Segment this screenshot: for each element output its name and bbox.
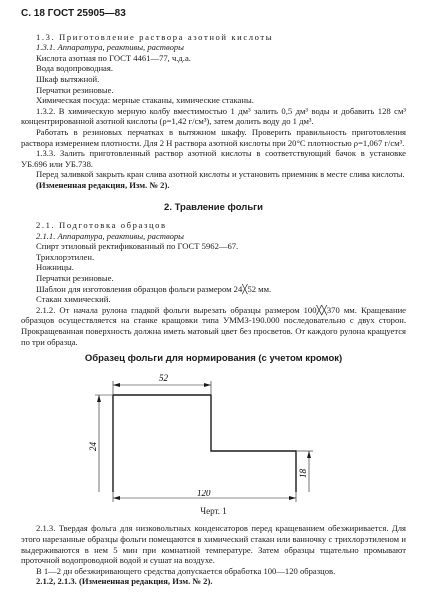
dim-label-18: 18: [298, 468, 308, 478]
amendment-note: (Измененная редакция, Изм. № 2).: [36, 179, 170, 190]
list-item: Спирт этиловый ректификованный по ГОСТ 5962—67.: [36, 241, 239, 252]
document-page: [21, 9, 406, 587]
page-header: С. 18 ГОСТ 25905—83: [21, 8, 126, 19]
figure-title: Образец фольги для нормирования (с учетом кромок): [84, 353, 343, 365]
dim-label-52: 52: [159, 372, 168, 383]
section-1-3-title: 1.3. Приготовление раствора азотной кислоты: [36, 31, 274, 42]
arrow-52-left: [113, 383, 120, 387]
list-item: Кислота азотная по ГОСТ 4461—77, ч.д.а.: [36, 52, 191, 63]
paragraph-work: Работать в резиновых перчатках в вытяжном шкафу. Проверить правильность приготовления раствора измерением плотности. Для 2 Н раствора азотной кислоты при 20°С плотностью ρ=1,067 г/см³.: [21, 126, 406, 148]
list-item: Трихлорэтилен.: [36, 251, 95, 262]
section-2-1-1-title: 2.1.1. Аппаратура, реактивы, растворы: [36, 230, 184, 241]
list-item: Перчатки резиновые.: [36, 84, 114, 95]
amendment-note-2: 2.1.2, 2.1.3. (Измененная редакция, Изм. № 2).: [36, 576, 213, 587]
paragraph-2-1-2: 2.1.2. От начала рулона гладкой фольги вырезать образцы размером 100╳╳370 мм. Кращевание образцов осуществляется на станке кращовки типа УММЗ-190.000 последовательно с двух сторон. Прокращеванная поверхность должна иметь матовый цвет без просветов. От каждого рулона кращуется по три образца.: [21, 304, 406, 347]
arrow-120-right: [289, 496, 296, 500]
list-item: Шкаф вытяжной.: [36, 73, 100, 84]
section-1-3-1-title: 1.3.1. Аппаратура, реактивы, растворы: [36, 42, 184, 53]
foil-sample-svg: [21, 367, 406, 492]
paragraph-1-3-2: 1.3.2. В химическую мерную колбу вместимостью 1 дм³ залить 0,5 дм³ воды и добавить 128 см³ концентрированной азотной кислоты (ρ=1,42 г/см³), затем долить воду до 1 дм³.: [21, 105, 406, 127]
arrow-120-left: [113, 496, 120, 500]
bottom-dimension: [21, 489, 406, 506]
paragraph-1-2-days: В 1—2 дн обезжиривающего средства допускается обработка 100—120 образцов.: [36, 565, 336, 576]
arrow-18-top: [307, 451, 311, 458]
sample-outline: [113, 395, 296, 492]
list-item: Перчатки резиновые.: [36, 273, 114, 284]
paragraph-2-1-3: 2.1.3. Твердая фольга для низковольтных конденсаторов перед кращеванием обезжиривается. Для этого нарезанные образцы фольги помещаются в химический стакан или ванночку с трихлорэтиленом и выдерживаются в нем 5 мин при комнатной температуре. Затем образцы тщательно промывают проточной водопроводной водой и сушат на воздухе.: [21, 523, 406, 566]
list-item: Вода водопроводная.: [36, 63, 113, 74]
list-item: Шаблон для изготовления образцов фольги размером 24╳52 мм.: [36, 283, 272, 294]
foil-sample-drawing: [21, 367, 406, 492]
list-item: Ножницы.: [36, 262, 74, 273]
paragraph-before-filling: Перед заливкой закрыть кран слива азотной кислоты и установить приемник в месте слива кислоты.: [36, 169, 405, 180]
paragraph-1-3-3: 1.3.3. Залить приготовленный раствор азотной кислоты в соответствующий бачок в установке УБ.696 или УБ.738.: [21, 148, 406, 169]
dim-120-svg: [21, 490, 406, 504]
dim-label-24: 24: [88, 441, 98, 451]
dim-label-120: 120: [197, 489, 211, 498]
arrow-52-right: [204, 383, 211, 387]
section-2-1-title: 2.1. Подготовка образцов: [36, 220, 167, 231]
section-2-title: 2. Травление фольги: [164, 201, 263, 213]
arrow-24-top: [97, 395, 101, 402]
figure-caption: Черт. 1: [200, 505, 227, 516]
list-item: Химическая посуда: мерные стаканы, химические стаканы.: [36, 95, 254, 106]
list-item: Стакан химический.: [36, 294, 111, 305]
